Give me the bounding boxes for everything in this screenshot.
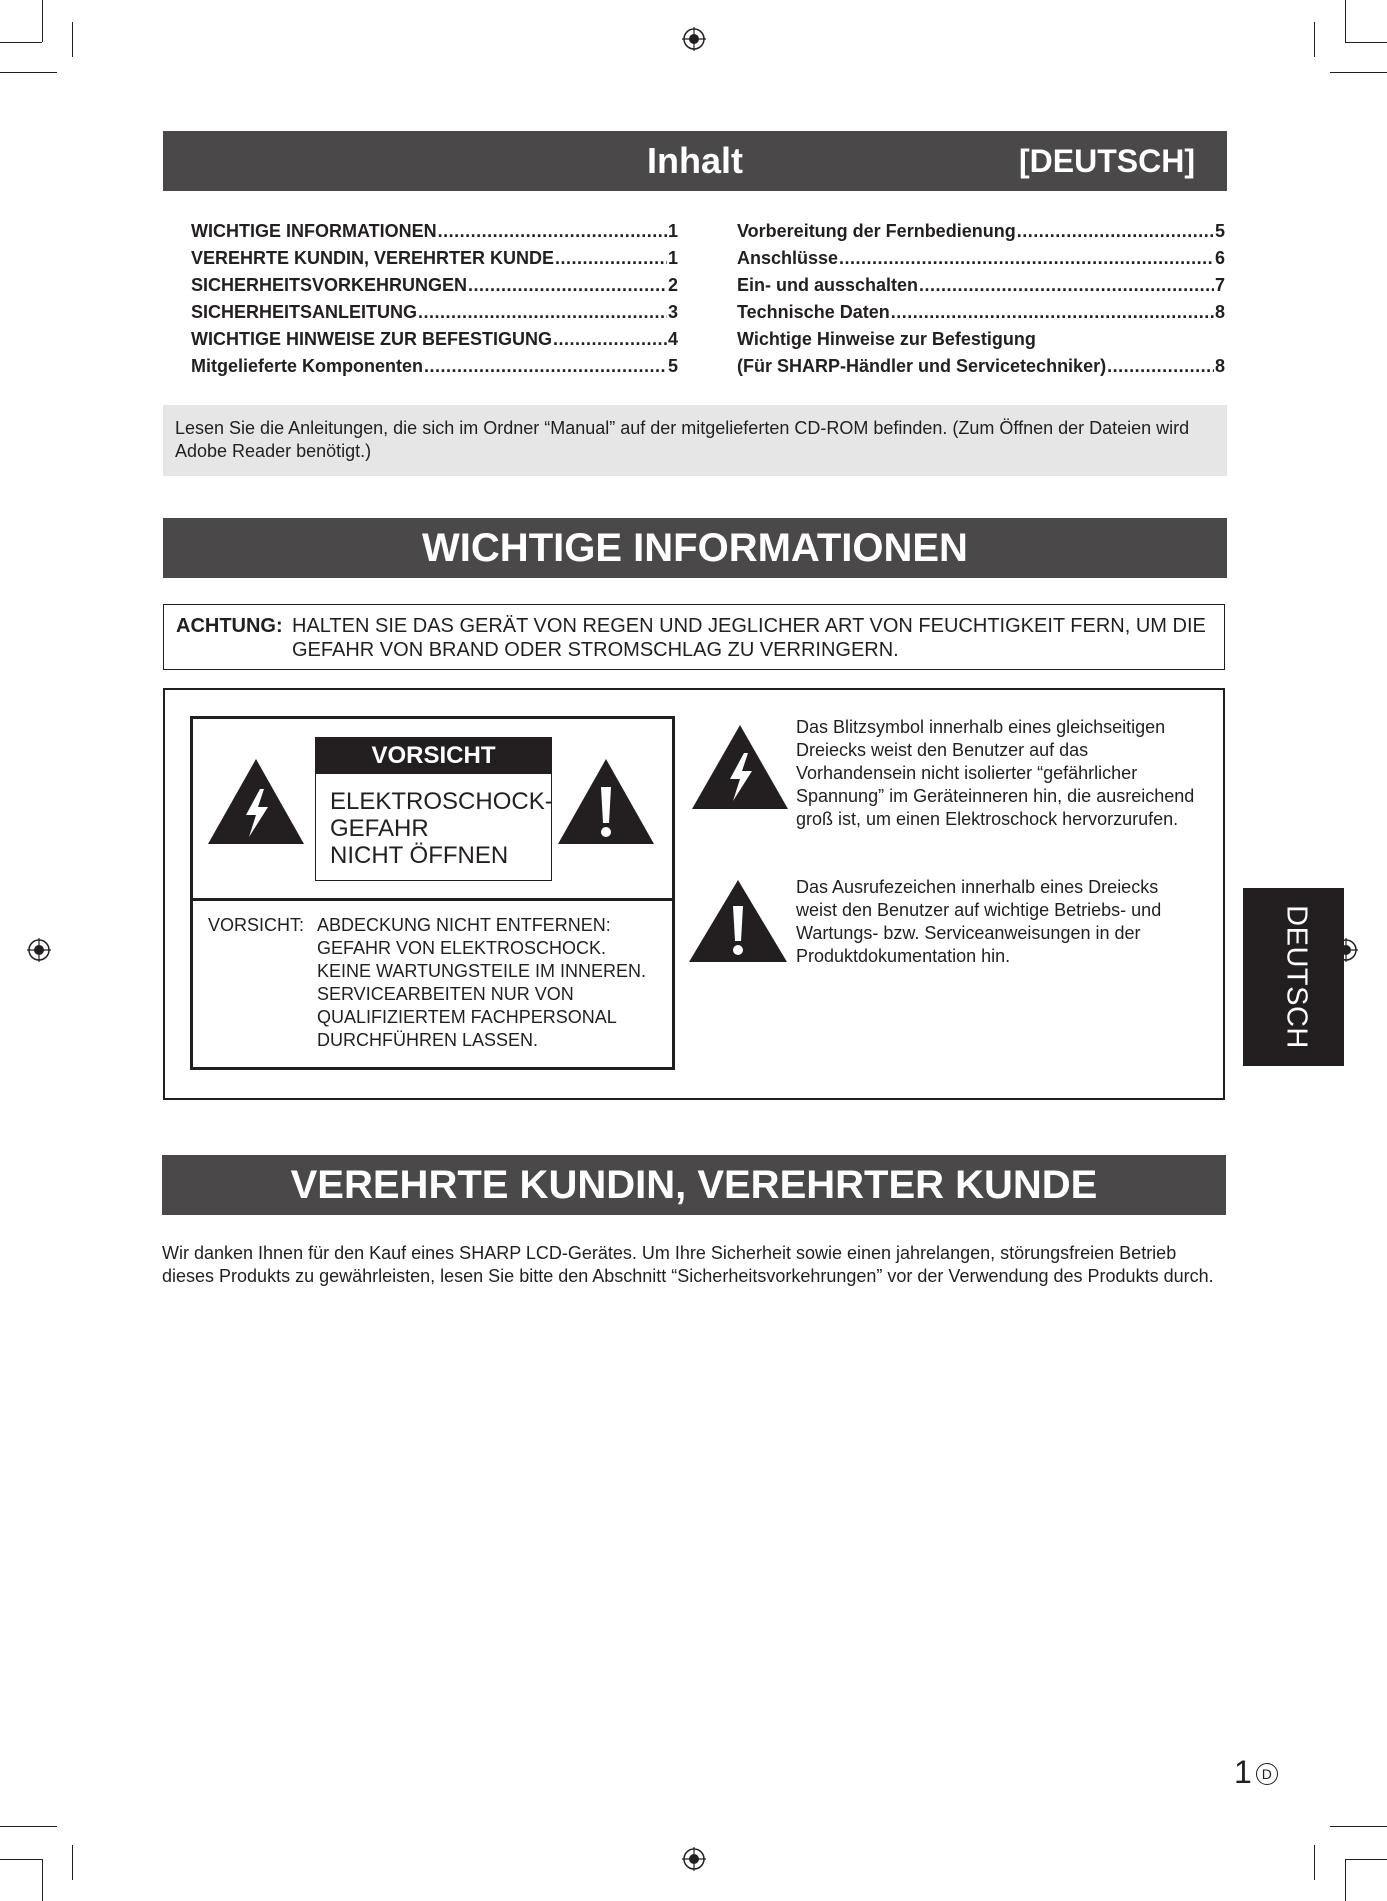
toc-entry[interactable]: WICHTIGE HINWEISE ZUR BEFESTIGUNG ..... 4 <box>191 326 678 353</box>
crop-mark <box>0 72 57 73</box>
welcome-paragraph: Wir danken Ihnen für den Kauf eines SHARP LCD-Gerätes. Um Ihre Sicherheit sowie einen jahrelangen, störungsfreien Betrieb dieses Produkts zu gewährleisten, lesen Sie bitte den Abschnitt “Sicherheitsvorkehrungen” vor der Verwendung des Produkts durch. <box>162 1243 1214 1286</box>
caution-line: DURCHFÜHREN LASSEN. <box>317 1030 539 1050</box>
caution-lines <box>317 914 668 1052</box>
page-number <box>1234 1752 1278 1792</box>
crop-mark <box>1345 42 1387 43</box>
crop-mark <box>1345 1859 1387 1860</box>
toc-header <box>163 131 1227 191</box>
exclamation-explanation: Das Ausrufezeichen innerhalb eines Dreiecks weist den Benutzer auf wichtige Betriebs- und Wartungs- bzw. Serviceanweisungen in der Produktdokumentation hin. <box>796 877 1162 966</box>
section-header-wichtige-informationen: WICHTIGE INFORMATIONEN <box>163 518 1227 578</box>
caution-divider <box>190 898 675 901</box>
caution-key: VORSICHT: <box>208 915 305 935</box>
page-number-value: 1 <box>1234 1754 1252 1790</box>
toc-entry[interactable]: Technische Daten ..... 8 <box>737 299 1225 326</box>
achtung-text: HALTEN SIE DAS GERÄT VON REGEN UND JEGLICHER ART VON FEUCHTIGKEIT FERN, UM DIE GEFAHR VON BRAND ODER STROMSCHLAG ZU VERRINGERN. <box>292 615 1206 661</box>
vorsicht-line: ELEKTROSCHOCK- <box>330 788 553 815</box>
caution-text <box>208 914 668 1052</box>
crop-mark <box>42 1859 43 1901</box>
caution-line: QUALIFIZIERTEM FACHPERSONAL <box>317 1007 617 1027</box>
registration-mark-icon <box>1334 938 1358 962</box>
vorsicht-label: VORSICHT <box>315 737 552 774</box>
crop-mark <box>1330 72 1387 73</box>
caution-line: KEINE WARTUNGSTEILE IM INNEREN. <box>317 961 647 981</box>
registration-mark-icon <box>682 1847 706 1871</box>
crop-mark <box>0 1826 57 1827</box>
toc-entry[interactable]: (Für SHARP-Händler und Servicetechniker) ..... 8 <box>737 353 1225 380</box>
caution-line: SERVICEARBEITEN NUR VON <box>317 984 574 1004</box>
lightning-warning-icon <box>206 757 306 846</box>
crop-mark <box>1345 0 1346 42</box>
registration-mark-icon <box>682 27 706 51</box>
crop-mark <box>72 1845 73 1880</box>
crop-mark <box>1345 1859 1346 1901</box>
language-side-tab-label: DEUTSCH <box>1280 905 1313 1049</box>
toc-title: Inhalt <box>647 140 743 181</box>
section-header-verehrte-kunde: VEREHRTE KUNDIN, VEREHRTER KUNDE <box>162 1155 1226 1215</box>
toc-entry[interactable]: Vorbereitung der Fernbedienung ..... 5 <box>737 218 1225 245</box>
exclamation-warning-icon <box>687 878 789 964</box>
crop-mark <box>0 42 42 43</box>
registration-mark-icon <box>27 938 51 962</box>
crop-mark <box>72 22 73 57</box>
achtung-box <box>163 604 1225 670</box>
toc-entry[interactable]: Mitgelieferte Komponenten ..... 5 <box>191 353 678 380</box>
vorsicht-line: GEFAHR <box>330 815 429 842</box>
lightning-explanation: Das Blitzsymbol innerhalb eines gleichseitigen Dreiecks weist den Benutzer auf das Vorhandensein nicht isolierter “gefährlicher Spannung” im Geräteinneren hin, die ausreichend groß ist, um einen Elektroschock hervorzurufen. <box>796 717 1195 829</box>
toc-entry[interactable]: WICHTIGE INFORMATIONEN ..... 1 <box>191 218 678 245</box>
toc-right <box>737 218 1225 380</box>
toc-language: [DEUTSCH] <box>1019 142 1195 179</box>
vorsicht-line: NICHT ÖFFNEN <box>330 842 509 869</box>
crop-mark <box>1314 22 1315 57</box>
caution-line: ABDECKUNG NICHT ENTFERNEN: <box>317 915 611 935</box>
crop-mark <box>42 0 43 42</box>
vorsicht-body <box>315 774 552 881</box>
toc-left <box>191 218 678 380</box>
crop-mark <box>1330 1826 1387 1827</box>
cdrom-note: Lesen Sie die Anleitungen, die sich im Ordner “Manual” auf der mitgelieferten CD-ROM befinden. (Zum Öffnen der Dateien wird Adobe Reader benötigt.) <box>163 405 1227 476</box>
page-marker-d: D <box>1256 1763 1278 1785</box>
toc-entry[interactable]: Ein- und ausschalten ..... 7 <box>737 272 1225 299</box>
toc-entry[interactable]: SICHERHEITSANLEITUNG ..... 3 <box>191 299 678 326</box>
toc-entry[interactable]: Wichtige Hinweise zur Befestigung <box>737 329 1036 349</box>
achtung-label: ACHTUNG: <box>176 615 283 637</box>
toc-entry[interactable]: VEREHRTE KUNDIN, VEREHRTER KUNDE ..... 1 <box>191 245 678 272</box>
exclamation-warning-icon <box>556 757 656 846</box>
toc-entry[interactable]: Anschlüsse ..... 6 <box>737 245 1225 272</box>
lightning-warning-icon <box>690 723 790 811</box>
toc-entry[interactable]: SICHERHEITSVORKEHRUNGEN ..... 2 <box>191 272 678 299</box>
caution-line: GEFAHR VON ELEKTROSCHOCK. <box>317 938 607 958</box>
crop-mark <box>1314 1845 1315 1880</box>
crop-mark <box>0 1859 42 1860</box>
